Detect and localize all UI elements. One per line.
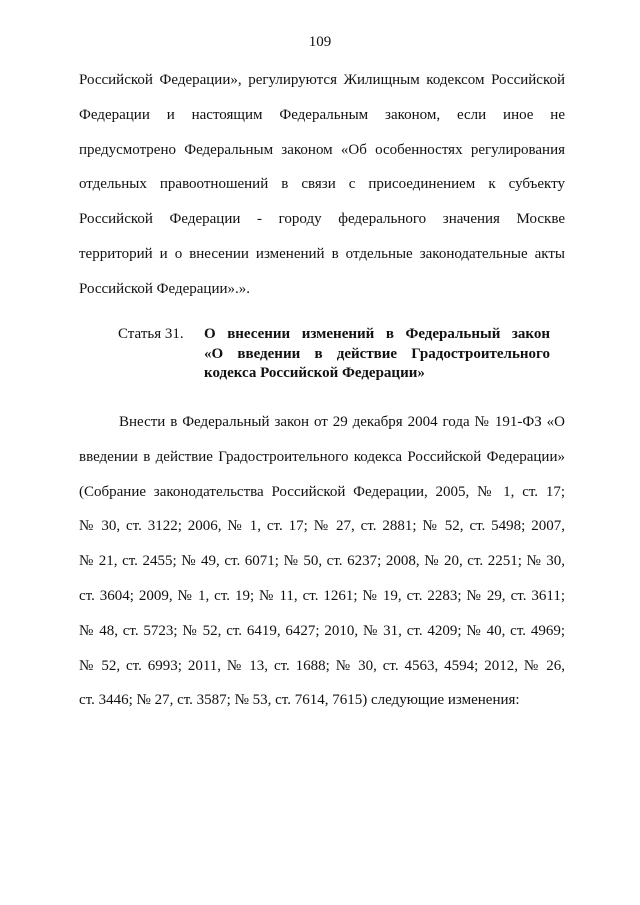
text-line: Внести в Федеральный закон от 29 декабря 2004 года № 191-ФЗ «О (119, 414, 565, 430)
text-line: ст. 3446; № 27, ст. 3587; № 53, ст. 7614, 7615) следующие изменения: (79, 692, 520, 709)
paragraph-continuation (79, 63, 565, 307)
page-number: 109 (308, 34, 332, 50)
paragraph-amendment (79, 405, 565, 718)
article-title-line: «О введении в действие Градостроительного (204, 345, 550, 362)
article-title-line: О внесении изменений в Федеральный закон (204, 326, 550, 342)
article-title (204, 325, 550, 384)
text-line: Российской Федерации».». (79, 280, 251, 297)
text-line: Российской Федерации», регулируются Жилищным кодексом Российской (79, 72, 565, 88)
article-label: Статья 31. (118, 326, 184, 342)
text-line: предусмотрено Федеральным законом «Об особенностях регулирования (79, 141, 565, 158)
text-line: отдельных правоотношений в связи с присоединением к субъекту (79, 176, 565, 193)
text-line: ст. 3604; 2009, № 1, ст. 19; № 11, ст. 1261; № 19, ст. 2283; № 29, ст. 3611; (79, 587, 565, 604)
text-line: введении в действие Градостроительного кодекса Российской Федерации» (79, 448, 565, 465)
text-line: № 21, ст. 2455; № 49, ст. 6071; № 50, ст. 6237; 2008, № 20, ст. 2251; № 30, (79, 553, 565, 570)
text-line: (Собрание законодательства Российской Федерации, 2005, № 1, ст. 17; (79, 483, 565, 500)
text-line: Федерации и настоящим Федеральным законом, если иное не (79, 106, 565, 123)
text-line: № 30, ст. 3122; 2006, № 1, ст. 17; № 27, ст. 2881; № 52, ст. 5498; 2007, (79, 518, 565, 535)
text-line: Российской Федерации - городу федерального значения Москве (79, 211, 565, 228)
text-line: территорий и о внесении изменений в отдельные законодательные акты (79, 245, 565, 262)
text-line: № 48, ст. 5723; № 52, ст. 6419, 6427; 2010, № 31, ст. 4209; № 40, ст. 4969; (79, 622, 565, 639)
article-title-line: кодекса Российской Федерации» (204, 365, 425, 381)
text-line: № 52, ст. 6993; 2011, № 13, ст. 1688; № 30, ст. 4563, 4594; 2012, № 26, (79, 657, 565, 674)
